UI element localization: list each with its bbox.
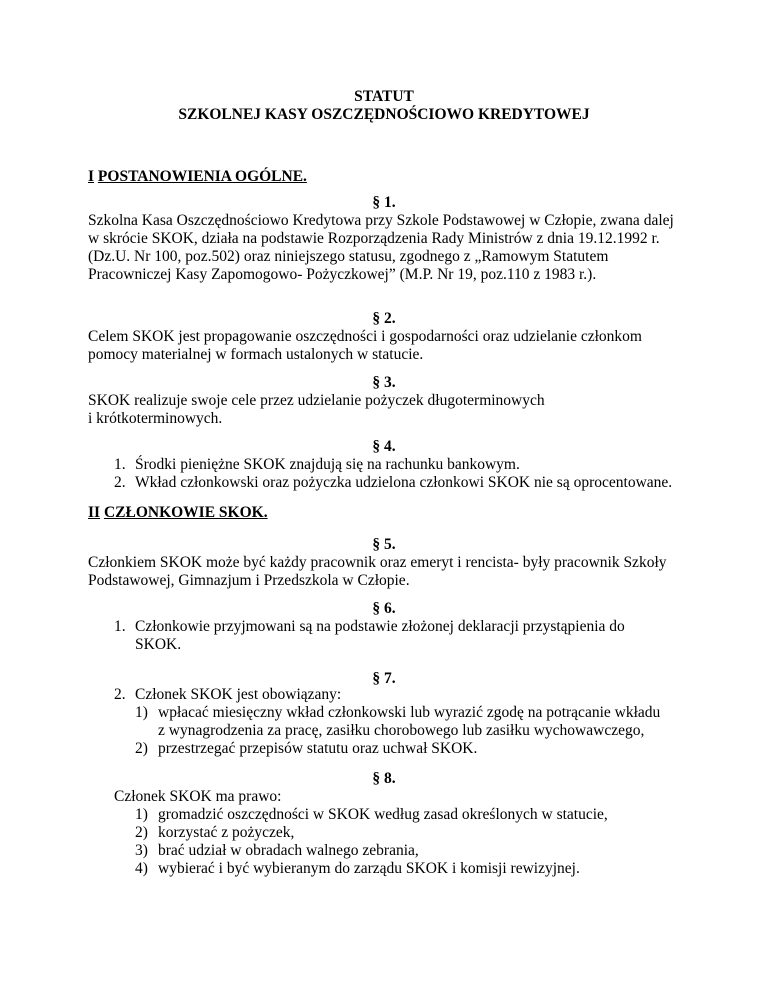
- paragraph-5-line: Członkiem SKOK może być każdy pracownik oraz emeryt i rencista- były pracownik Szkoły: [88, 554, 667, 571]
- sublist-item: korzystać z pożyczek,: [158, 824, 295, 841]
- section-number: II: [88, 504, 101, 521]
- sublist-number: 1): [135, 704, 148, 721]
- list-item: Środki pieniężne SKOK znajdują się na rachunku bankowym.: [135, 456, 520, 473]
- paragraph-2-line: pomocy materialnej w formach ustalonych w statucie.: [88, 346, 424, 363]
- paragraph-8-intro: Członek SKOK ma prawo:: [114, 788, 282, 805]
- sublist-item-continuation: z wynagrodzenia za pracę, zasiłku chorobowego lub zasiłku wychowawczego,: [158, 722, 645, 739]
- sublist-item: wybierać i być wybieranym do zarządu SKOK i komisji rewizyjnej.: [158, 860, 580, 877]
- paragraph-1-line: w skrócie SKOK, działa na podstawie Rozporządzenia Rady Ministrów z dnia 19.12.1992 r.: [88, 230, 660, 247]
- sublist-item: brać udział w obradach walnego zebrania,: [158, 842, 419, 859]
- sublist-number: 2): [135, 824, 148, 841]
- sublist-number: 4): [135, 860, 148, 877]
- sublist-number: 1): [135, 806, 148, 823]
- section-heading-2: [88, 504, 268, 522]
- list-item-continuation: SKOK.: [135, 636, 182, 653]
- sublist-item: przestrzegać przepisów statutu oraz uchwał SKOK.: [158, 740, 478, 757]
- paragraph-2-line: Celem SKOK jest propagowanie oszczędności i gospodarności oraz udzielanie członkom: [88, 328, 642, 345]
- sublist-item: wpłacać miesięczny wkład członkowski lub wyrazić zgodę na potrącanie wkładu: [158, 704, 661, 721]
- list-number: 2.: [114, 686, 126, 703]
- list-item: Członkowie przyjmowani są na podstawie złożonej deklaracji przystąpienia do: [135, 618, 625, 635]
- list-number: 1.: [114, 456, 126, 473]
- list-number: 2.: [114, 474, 126, 491]
- sublist-item: gromadzić oszczędności w SKOK według zasad określonych w statucie,: [158, 806, 608, 823]
- sublist-number: 3): [135, 842, 148, 859]
- paragraph-3-line: i krótkoterminowych.: [88, 410, 223, 427]
- section-number: I: [88, 168, 95, 185]
- sublist-number: 2): [135, 740, 148, 757]
- list-item: Wkład członkowski oraz pożyczka udzielona członkowi SKOK nie są oprocentowane.: [135, 474, 673, 491]
- section-title: POSTANOWIENIA OGÓLNE.: [97, 168, 307, 185]
- paragraph-1-line: Szkolna Kasa Oszczędnościowo Kredytowa przy Szkole Podstawowej w Człopie, zwana dalej: [88, 212, 674, 229]
- section-title: CZŁONKOWIE SKOK.: [103, 504, 268, 521]
- paragraph-1-line: (Dz.U. Nr 100, poz.502) oraz niniejszego statusu, zgodnego z „Ramowym Statutem: [88, 248, 609, 265]
- paragraph-1-line: Pracowniczej Kasy Zapomogowo- Pożyczkowej” (M.P. Nr 19, poz.110 z 1983 r.).: [88, 266, 597, 283]
- paragraph-5-line: Podstawowej, Gimnazjum i Przedszkola w Człopie.: [88, 572, 410, 589]
- paragraph-3-line: SKOK realizuje swoje cele przez udzielanie pożyczek długoterminowych: [88, 392, 545, 409]
- list-item: Członek SKOK jest obowiązany:: [135, 686, 342, 703]
- list-number: 1.: [114, 618, 126, 635]
- section-heading-1: [88, 168, 307, 186]
